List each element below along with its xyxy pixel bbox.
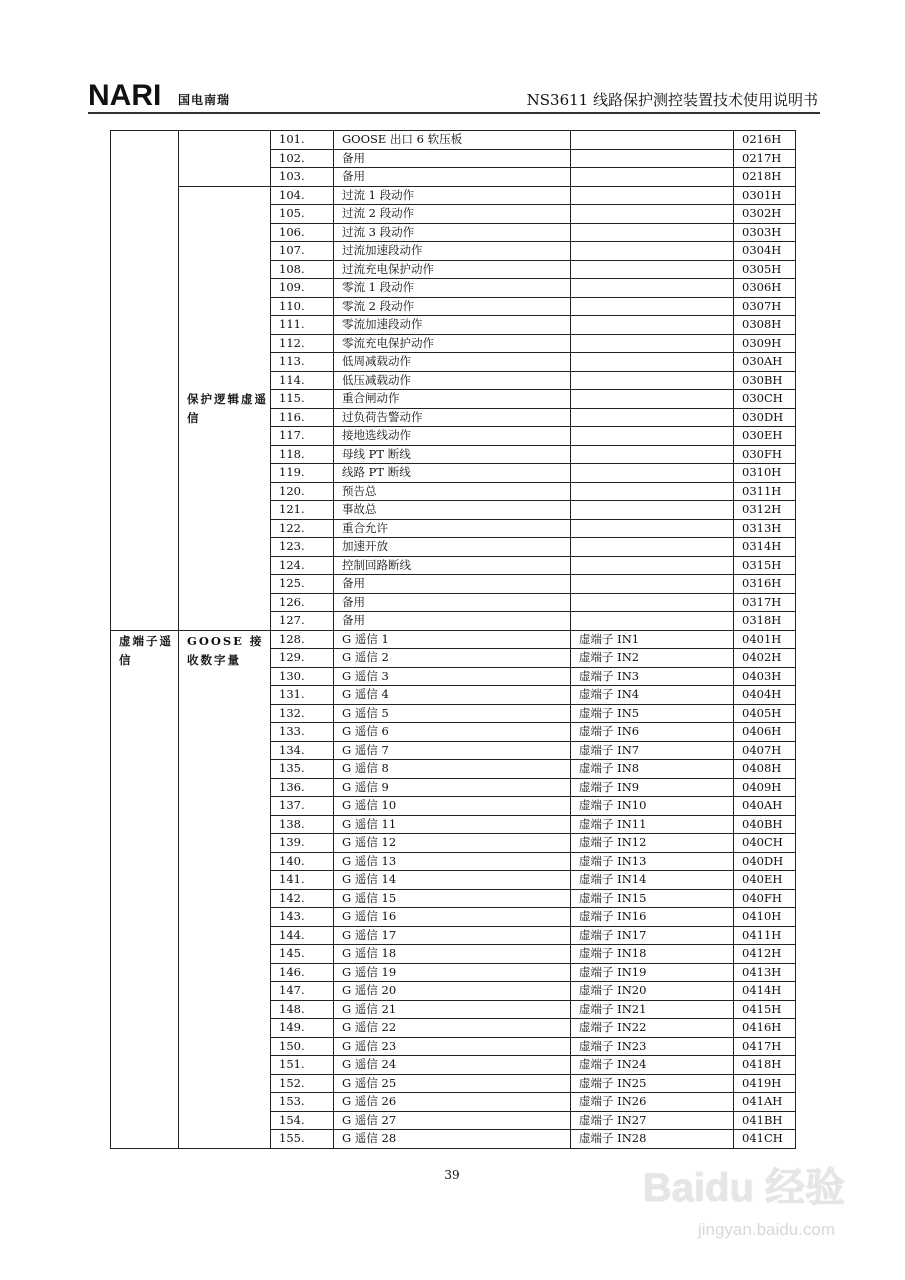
signal-name-cell: 低周减载动作: [334, 353, 571, 372]
virtual-terminal-cell: 虚端子 IN14: [571, 871, 734, 890]
signal-name-cell: G 遥信 15: [334, 889, 571, 908]
address-cell: 0414H: [734, 982, 796, 1001]
address-cell: 040EH: [734, 871, 796, 890]
virtual-terminal-cell: 虚端子 IN19: [571, 963, 734, 982]
nari-logo: NARI: [88, 79, 162, 112]
row-number-cell: 114.: [271, 371, 334, 390]
signal-name-cell: G 遥信 28: [334, 1130, 571, 1149]
row-number-cell: 124.: [271, 556, 334, 575]
signal-name-cell: G 遥信 2: [334, 649, 571, 668]
address-cell: 0417H: [734, 1037, 796, 1056]
row-number-cell: 105.: [271, 205, 334, 224]
signal-name-cell: 备用: [334, 593, 571, 612]
signal-name-cell: G 遥信 1: [334, 630, 571, 649]
signal-name-cell: G 遥信 8: [334, 760, 571, 779]
row-number-cell: 113.: [271, 353, 334, 372]
signal-name-cell: G 遥信 18: [334, 945, 571, 964]
signal-name-cell: G 遥信 22: [334, 1019, 571, 1038]
row-number-cell: 147.: [271, 982, 334, 1001]
signal-name-cell: 低压减载动作: [334, 371, 571, 390]
virtual-terminal-cell: [571, 464, 734, 483]
signal-name-cell: G 遥信 10: [334, 797, 571, 816]
virtual-terminal-cell: 虚端子 IN20: [571, 982, 734, 1001]
address-cell: 0402H: [734, 649, 796, 668]
virtual-terminal-cell: 虚端子 IN24: [571, 1056, 734, 1075]
virtual-terminal-cell: 虚端子 IN15: [571, 889, 734, 908]
address-cell: 040BH: [734, 815, 796, 834]
address-cell: 0302H: [734, 205, 796, 224]
address-cell: 0419H: [734, 1074, 796, 1093]
address-cell: 0418H: [734, 1056, 796, 1075]
address-cell: 0310H: [734, 464, 796, 483]
address-cell: 030AH: [734, 353, 796, 372]
address-cell: 0309H: [734, 334, 796, 353]
virtual-terminal-cell: [571, 538, 734, 557]
address-cell: 0304H: [734, 242, 796, 261]
signal-name-cell: G 遥信 24: [334, 1056, 571, 1075]
address-cell: 041CH: [734, 1130, 796, 1149]
row-number-cell: 117.: [271, 427, 334, 446]
address-cell: 0409H: [734, 778, 796, 797]
signal-name-cell: 过流 2 段动作: [334, 205, 571, 224]
row-number-cell: 101.: [271, 131, 334, 150]
virtual-terminal-cell: [571, 353, 734, 372]
row-number-cell: 110.: [271, 297, 334, 316]
row-number-cell: 118.: [271, 445, 334, 464]
register-table: [110, 130, 796, 1149]
row-number-cell: 152.: [271, 1074, 334, 1093]
signal-name-cell: 过流充电保护动作: [334, 260, 571, 279]
signal-name-cell: G 遥信 9: [334, 778, 571, 797]
signal-name-cell: G 遥信 3: [334, 667, 571, 686]
row-number-cell: 112.: [271, 334, 334, 353]
signal-name-cell: 过流 1 段动作: [334, 186, 571, 205]
virtual-terminal-cell: [571, 205, 734, 224]
virtual-terminal-cell: 虚端子 IN8: [571, 760, 734, 779]
row-number-cell: 135.: [271, 760, 334, 779]
virtual-terminal-cell: 虚端子 IN27: [571, 1111, 734, 1130]
address-cell: 0405H: [734, 704, 796, 723]
signal-name-cell: G 遥信 13: [334, 852, 571, 871]
row-number-cell: 151.: [271, 1056, 334, 1075]
row-number-cell: 153.: [271, 1093, 334, 1112]
virtual-terminal-cell: [571, 390, 734, 409]
virtual-terminal-cell: 虚端子 IN26: [571, 1093, 734, 1112]
address-cell: 0415H: [734, 1000, 796, 1019]
row-number-cell: 103.: [271, 168, 334, 187]
row-number-cell: 122.: [271, 519, 334, 538]
signal-name-cell: G 遥信 16: [334, 908, 571, 927]
signal-name-cell: G 遥信 23: [334, 1037, 571, 1056]
signal-name-cell: 备用: [334, 612, 571, 631]
virtual-terminal-cell: [571, 168, 734, 187]
signal-name-cell: G 遥信 25: [334, 1074, 571, 1093]
virtual-terminal-cell: [571, 131, 734, 150]
address-cell: 0311H: [734, 482, 796, 501]
row-number-cell: 149.: [271, 1019, 334, 1038]
virtual-terminal-cell: 虚端子 IN4: [571, 686, 734, 705]
signal-name-cell: 零流充电保护动作: [334, 334, 571, 353]
row-number-cell: 132.: [271, 704, 334, 723]
row-number-cell: 131.: [271, 686, 334, 705]
row-number-cell: 127.: [271, 612, 334, 631]
address-cell: 030DH: [734, 408, 796, 427]
virtual-terminal-cell: [571, 316, 734, 335]
signal-name-cell: 过流加速段动作: [334, 242, 571, 261]
virtual-terminal-cell: [571, 371, 734, 390]
row-number-cell: 129.: [271, 649, 334, 668]
virtual-terminal-cell: 虚端子 IN25: [571, 1074, 734, 1093]
row-number-cell: 111.: [271, 316, 334, 335]
address-cell: 041AH: [734, 1093, 796, 1112]
virtual-terminal-cell: [571, 186, 734, 205]
address-cell: 040CH: [734, 834, 796, 853]
virtual-terminal-cell: [571, 408, 734, 427]
virtual-terminal-cell: [571, 501, 734, 520]
row-number-cell: 123.: [271, 538, 334, 557]
signal-name-cell: G 遥信 21: [334, 1000, 571, 1019]
signal-name-cell: 备用: [334, 168, 571, 187]
subgroup-cell: 保护逻辑虚遥信: [179, 186, 271, 630]
virtual-terminal-cell: [571, 482, 734, 501]
address-cell: 0413H: [734, 963, 796, 982]
address-cell: 0318H: [734, 612, 796, 631]
row-number-cell: 104.: [271, 186, 334, 205]
row-number-cell: 126.: [271, 593, 334, 612]
row-number-cell: 115.: [271, 390, 334, 409]
address-cell: 0308H: [734, 316, 796, 335]
address-cell: 0416H: [734, 1019, 796, 1038]
signal-name-cell: GOOSE 出口 6 软压板: [334, 131, 571, 150]
row-number-cell: 136.: [271, 778, 334, 797]
row-number-cell: 141.: [271, 871, 334, 890]
row-number-cell: 134.: [271, 741, 334, 760]
address-cell: 0305H: [734, 260, 796, 279]
baidu-watermark: Baidu 经验: [642, 1166, 845, 1210]
virtual-terminal-cell: 虚端子 IN28: [571, 1130, 734, 1149]
virtual-terminal-cell: [571, 556, 734, 575]
row-number-cell: 139.: [271, 834, 334, 853]
virtual-terminal-cell: 虚端子 IN22: [571, 1019, 734, 1038]
address-cell: 040FH: [734, 889, 796, 908]
category-cell: [111, 131, 179, 631]
signal-name-cell: 零流 2 段动作: [334, 297, 571, 316]
address-cell: 0312H: [734, 501, 796, 520]
row-number-cell: 146.: [271, 963, 334, 982]
row-number-cell: 142.: [271, 889, 334, 908]
virtual-terminal-cell: [571, 149, 734, 168]
address-cell: 0306H: [734, 279, 796, 298]
signal-name-cell: 重合闸动作: [334, 390, 571, 409]
address-cell: 030CH: [734, 390, 796, 409]
address-cell: 0216H: [734, 131, 796, 150]
address-cell: 0406H: [734, 723, 796, 742]
signal-name-cell: 备用: [334, 575, 571, 594]
signal-name-cell: 零流加速段动作: [334, 316, 571, 335]
row-number-cell: 109.: [271, 279, 334, 298]
table-row: [111, 630, 796, 649]
row-number-cell: 121.: [271, 501, 334, 520]
row-number-cell: 128.: [271, 630, 334, 649]
address-cell: 040AH: [734, 797, 796, 816]
signal-name-cell: G 遥信 12: [334, 834, 571, 853]
signal-name-cell: 母线 PT 断线: [334, 445, 571, 464]
virtual-terminal-cell: 虚端子 IN6: [571, 723, 734, 742]
signal-name-cell: 过负荷告警动作: [334, 408, 571, 427]
row-number-cell: 138.: [271, 815, 334, 834]
virtual-terminal-cell: 虚端子 IN21: [571, 1000, 734, 1019]
signal-name-cell: G 遥信 14: [334, 871, 571, 890]
signal-name-cell: G 遥信 11: [334, 815, 571, 834]
header-divider: [88, 112, 820, 114]
address-cell: 0412H: [734, 945, 796, 964]
address-cell: 030FH: [734, 445, 796, 464]
row-number-cell: 116.: [271, 408, 334, 427]
virtual-terminal-cell: [571, 297, 734, 316]
row-number-cell: 150.: [271, 1037, 334, 1056]
signal-name-cell: 零流 1 段动作: [334, 279, 571, 298]
row-number-cell: 107.: [271, 242, 334, 261]
address-cell: 0411H: [734, 926, 796, 945]
address-cell: 0408H: [734, 760, 796, 779]
signal-name-cell: 线路 PT 断线: [334, 464, 571, 483]
address-cell: 0317H: [734, 593, 796, 612]
row-number-cell: 145.: [271, 945, 334, 964]
table-row: [111, 186, 796, 205]
category-cell: 虚端子遥信: [111, 630, 179, 1148]
virtual-terminal-cell: 虚端子 IN12: [571, 834, 734, 853]
address-cell: 0404H: [734, 686, 796, 705]
row-number-cell: 125.: [271, 575, 334, 594]
subgroup-cell: [179, 131, 271, 187]
signal-name-cell: 加速开放: [334, 538, 571, 557]
virtual-terminal-cell: [571, 260, 734, 279]
subgroup-cell: GOOSE 接收数字量: [179, 630, 271, 1148]
address-cell: 0314H: [734, 538, 796, 557]
address-cell: 0410H: [734, 908, 796, 927]
virtual-terminal-cell: [571, 593, 734, 612]
logo-chinese-name: 国电南瑞: [178, 93, 231, 107]
virtual-terminal-cell: [571, 223, 734, 242]
address-cell: 0403H: [734, 667, 796, 686]
virtual-terminal-cell: 虚端子 IN10: [571, 797, 734, 816]
page-number: 39: [444, 1168, 460, 1182]
virtual-terminal-cell: [571, 242, 734, 261]
signal-name-cell: 事故总: [334, 501, 571, 520]
virtual-terminal-cell: 虚端子 IN13: [571, 852, 734, 871]
virtual-terminal-cell: [571, 427, 734, 446]
signal-name-cell: 控制回路断线: [334, 556, 571, 575]
signal-name-cell: 接地选线动作: [334, 427, 571, 446]
virtual-terminal-cell: 虚端子 IN18: [571, 945, 734, 964]
virtual-terminal-cell: 虚端子 IN11: [571, 815, 734, 834]
virtual-terminal-cell: 虚端子 IN9: [571, 778, 734, 797]
address-cell: 0303H: [734, 223, 796, 242]
virtual-terminal-cell: 虚端子 IN7: [571, 741, 734, 760]
signal-name-cell: G 遥信 19: [334, 963, 571, 982]
address-cell: 0217H: [734, 149, 796, 168]
row-number-cell: 143.: [271, 908, 334, 927]
signal-name-cell: G 遥信 5: [334, 704, 571, 723]
address-cell: 0315H: [734, 556, 796, 575]
signal-name-cell: G 遥信 26: [334, 1093, 571, 1112]
signal-name-cell: 预告总: [334, 482, 571, 501]
virtual-terminal-cell: 虚端子 IN3: [571, 667, 734, 686]
row-number-cell: 140.: [271, 852, 334, 871]
virtual-terminal-cell: [571, 612, 734, 631]
row-number-cell: 130.: [271, 667, 334, 686]
row-number-cell: 155.: [271, 1130, 334, 1149]
virtual-terminal-cell: [571, 445, 734, 464]
address-cell: 030BH: [734, 371, 796, 390]
virtual-terminal-cell: [571, 575, 734, 594]
address-cell: 041BH: [734, 1111, 796, 1130]
document-title: NS3611 线路保护测控装置技术使用说明书: [526, 91, 818, 109]
virtual-terminal-cell: 虚端子 IN23: [571, 1037, 734, 1056]
row-number-cell: 137.: [271, 797, 334, 816]
row-number-cell: 119.: [271, 464, 334, 483]
address-cell: 040DH: [734, 852, 796, 871]
virtual-terminal-cell: 虚端子 IN5: [571, 704, 734, 723]
virtual-terminal-cell: 虚端子 IN16: [571, 908, 734, 927]
row-number-cell: 144.: [271, 926, 334, 945]
address-cell: 0313H: [734, 519, 796, 538]
virtual-terminal-cell: 虚端子 IN2: [571, 649, 734, 668]
signal-name-cell: G 遥信 7: [334, 741, 571, 760]
virtual-terminal-cell: 虚端子 IN17: [571, 926, 734, 945]
row-number-cell: 102.: [271, 149, 334, 168]
row-number-cell: 154.: [271, 1111, 334, 1130]
watermark-url: jingyan.baidu.com: [697, 1220, 835, 1239]
signal-name-cell: 过流 3 段动作: [334, 223, 571, 242]
table-row: [111, 131, 796, 150]
virtual-terminal-cell: 虚端子 IN1: [571, 630, 734, 649]
address-cell: 0218H: [734, 168, 796, 187]
signal-name-cell: G 遥信 20: [334, 982, 571, 1001]
row-number-cell: 106.: [271, 223, 334, 242]
signal-name-cell: G 遥信 17: [334, 926, 571, 945]
virtual-terminal-cell: [571, 519, 734, 538]
row-number-cell: 120.: [271, 482, 334, 501]
address-cell: 0307H: [734, 297, 796, 316]
signal-name-cell: G 遥信 4: [334, 686, 571, 705]
address-cell: 0301H: [734, 186, 796, 205]
row-number-cell: 148.: [271, 1000, 334, 1019]
signal-name-cell: 重合允许: [334, 519, 571, 538]
row-number-cell: 133.: [271, 723, 334, 742]
address-cell: 0401H: [734, 630, 796, 649]
virtual-terminal-cell: [571, 334, 734, 353]
address-cell: 0316H: [734, 575, 796, 594]
signal-name-cell: G 遥信 6: [334, 723, 571, 742]
virtual-terminal-cell: [571, 279, 734, 298]
address-cell: 0407H: [734, 741, 796, 760]
address-cell: 030EH: [734, 427, 796, 446]
signal-name-cell: 备用: [334, 149, 571, 168]
signal-name-cell: G 遥信 27: [334, 1111, 571, 1130]
row-number-cell: 108.: [271, 260, 334, 279]
